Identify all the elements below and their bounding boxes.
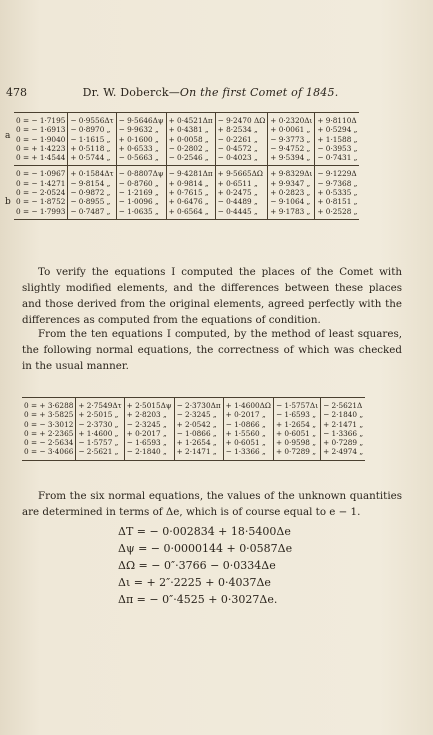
table-row	[22, 429, 365, 438]
table-cell: − 0·8807Δψ	[116, 166, 166, 179]
table-cell: − 9·5646Δψ	[116, 113, 166, 126]
table-cell: − 1·5757 „	[76, 438, 124, 447]
table-cell: − 0·4489 „	[215, 197, 268, 206]
table-row	[22, 438, 365, 447]
table-cell: + 1·1588 „	[315, 135, 360, 144]
table-cell: − 1·3366 „	[321, 429, 366, 438]
table-cell: − 0·7431 „	[315, 153, 360, 166]
solution-line: Δι = + 2″·2225 + 0·4037Δe	[118, 576, 271, 589]
table-cell: 0 = + 3·6288	[22, 398, 76, 411]
table-cell: − 9·9632 „	[116, 125, 166, 134]
table-cell: + 0·2017 „	[223, 410, 273, 419]
table-cell: + 2·0542 „	[174, 420, 223, 429]
table-cell: − 0·3953 „	[315, 144, 360, 153]
table-row	[14, 179, 359, 188]
table-cell: + 1·4600ΔΩ	[223, 398, 273, 411]
normal-equations-table	[22, 397, 365, 461]
table-cell: + 0·7289 „	[273, 447, 320, 460]
table-cell: + 1·4600 „	[76, 429, 124, 438]
table-row	[14, 197, 359, 206]
table-cell: + 0·5744 „	[68, 153, 116, 166]
solution-line: ΔΩ = − 0″·3766 − 0·0334Δe	[118, 559, 276, 572]
table-cell: − 1·2169 „	[116, 188, 166, 197]
page-header	[6, 86, 415, 100]
table-cell: 0 = − 1·0967	[14, 166, 68, 179]
table-cell: 0 = − 1·7993	[14, 207, 68, 220]
table-cell: − 9·1064 „	[268, 197, 315, 206]
table-cell: + 0·0058 „	[166, 135, 215, 144]
table-cell: + 9·8329Δι	[268, 166, 315, 179]
table-cell: − 2·3730Δπ	[174, 398, 223, 411]
table-cell: + 2·1471 „	[174, 447, 223, 460]
table-cell: + 2·1471 „	[321, 420, 366, 429]
table-cell: + 0·7289 „	[321, 438, 366, 447]
table-cell: + 9·5394 „	[268, 153, 315, 166]
table-cell: 0 = − 1·7195	[14, 113, 68, 126]
table-cell: + 0·4381 „	[166, 125, 215, 134]
table-cell: − 2·5621 „	[76, 447, 124, 460]
table-cell: + 0·6511 „	[215, 179, 268, 188]
table-cell: + 0·0061 „	[268, 125, 315, 134]
table-cell: + 0·5294 „	[315, 125, 360, 134]
table-cell: + 9·8110Δ	[315, 113, 360, 126]
table-cell: 0 = − 1·8752	[16, 197, 66, 207]
table-cell: − 9·7368 „	[315, 179, 360, 188]
table-cell: 0 = + 1·4544	[14, 153, 68, 166]
solution-equations	[118, 523, 292, 608]
table-cell: + 1·5560 „	[223, 429, 273, 438]
table-cell: + 0·2320Δι	[268, 113, 315, 126]
table-cell: − 9·8154 „	[68, 179, 116, 188]
table-cell: − 9·3773 „	[268, 135, 315, 144]
table-cell: + 9·5665ΔΩ	[215, 166, 268, 179]
solution-line: ΔT = − 0·002834 + 18·5400Δe	[118, 525, 291, 538]
table-cell: − 1·0096 „	[116, 197, 166, 206]
page-number: 478	[6, 86, 27, 99]
table-cell: + 0·1584Δτ	[68, 166, 116, 179]
table-row	[22, 410, 365, 419]
table-cell: 0 = + 3·5825	[24, 410, 74, 420]
table-cell: + 1·2654 „	[174, 438, 223, 447]
table-cell: + 2·8203 „	[124, 410, 174, 419]
table-cell: + 2·4974 „	[321, 447, 366, 460]
table-cell: − 1·0866 „	[174, 429, 223, 438]
table-cell: − 9·2470 ΔΩ	[215, 113, 268, 126]
table-cell: + 0·9814 „	[166, 179, 215, 188]
table-cell: 0 = − 1·6913	[16, 125, 66, 135]
table-cell: − 0·4572 „	[215, 144, 268, 153]
table-cell: − 0·2802 „	[166, 144, 215, 153]
equations-of-condition-table	[14, 112, 359, 220]
table-row	[14, 207, 359, 220]
solution-line: Δπ = − 0″·4525 + 0·3027Δe.	[118, 593, 278, 606]
table-row	[14, 188, 359, 197]
table-cell: + 1·2654 „	[273, 420, 320, 429]
table-cell: + 0·6476 „	[166, 197, 215, 206]
table-cell: − 1·1615 „	[68, 135, 116, 144]
group-label-a: a	[5, 131, 11, 141]
table-cell: − 2·3245 „	[124, 420, 174, 429]
table-row	[22, 398, 365, 411]
table-cell: + 2·7549Δτ	[76, 398, 124, 411]
table-cell: + 0·4521Δπ	[166, 113, 215, 126]
table-cell: − 0·4445 „	[215, 207, 268, 220]
table-cell: − 1·5757Δι	[273, 398, 320, 411]
table-cell: 0 = − 2·5634	[24, 438, 74, 448]
table-cell: + 0·2017 „	[124, 429, 174, 438]
table-cell: + 0·6564 „	[166, 207, 215, 220]
table-cell: 0 = − 3·3012	[24, 419, 74, 429]
table-cell: − 9·4752 „	[268, 144, 315, 153]
solution-line: Δψ = − 0·0000144 + 0·0587Δe	[118, 542, 293, 555]
table-cell: − 0·4023 „	[215, 153, 268, 166]
group-label-b: b	[5, 197, 11, 207]
table-cell: + 0·6051 „	[223, 438, 273, 447]
table-cell: − 0·8970 „	[68, 125, 116, 134]
table-cell: + 0·2528 „	[315, 207, 360, 220]
table-cell: − 0·9872 „	[68, 188, 116, 197]
table-row	[14, 144, 359, 153]
table-cell: + 0·5118 „	[68, 144, 116, 153]
table-cell: − 0·8955 „	[68, 197, 116, 206]
table-cell: + 0·2823 „	[268, 188, 315, 197]
table-cell: − 1·6593 „	[124, 438, 174, 447]
paragraph-least-squares: From the ten equations I computed, by the method of least squares, the following normal equations, the correctness of which was checked in the usual manner.	[22, 328, 402, 372]
table-cell: 0 = − 1·4271	[16, 178, 66, 188]
table-cell: − 0·8760 „	[116, 179, 166, 188]
table-cell: + 0·6533 „	[116, 144, 166, 153]
table-cell: − 2·1840 „	[124, 447, 174, 460]
table-cell: + 9·1783 „	[268, 207, 315, 220]
table-cell: + 8·2534 „	[215, 125, 268, 134]
paragraph-verify: To verify the equations I computed the places of the Comet with slightly modified elements, and the differences between these places and those derived from the original elements, agreed perfectly with the differences as computed from the equations of condition.	[22, 266, 402, 326]
table-cell: 0 = − 2·0524	[16, 188, 66, 198]
table-cell: + 0·5335 „	[315, 188, 360, 197]
table-cell: + 0·6051 „	[273, 429, 320, 438]
table-cell: + 2·5015 „	[76, 410, 124, 419]
running-head	[6, 86, 415, 99]
table-cell: + 0·7615 „	[166, 188, 215, 197]
table-cell: + 0·9598 „	[273, 438, 320, 447]
table-cell: + 0·1600 „	[116, 135, 166, 144]
table-cell: + 9·9347 „	[268, 179, 315, 188]
table-cell: − 2·5621Δ	[321, 398, 366, 411]
author: Dr. W. Doberck	[82, 86, 169, 99]
table-cell: + 0·2475 „	[215, 188, 268, 197]
table-row	[14, 153, 359, 166]
table-cell: + 0·8151 „	[315, 197, 360, 206]
table-cell: 0 = − 3·4066	[22, 447, 76, 460]
table-cell: 0 = − 1·9040	[16, 134, 66, 144]
table-row	[14, 135, 359, 144]
table-row	[14, 113, 359, 126]
table-cell: − 2·3730 „	[76, 420, 124, 429]
table-cell: − 2·1840 „	[321, 410, 366, 419]
table-cell: 0 = + 1·4223	[16, 143, 66, 153]
table-row	[22, 447, 365, 460]
table-row	[14, 166, 359, 179]
table-cell: − 9·1229Δ	[315, 166, 360, 179]
table-cell: − 0·7487 „	[68, 207, 116, 220]
table-cell: − 1·0635 „	[116, 207, 166, 220]
table-cell: − 1·6593 „	[273, 410, 320, 419]
table-cell: 0 = + 2·2365	[24, 428, 74, 438]
table-cell: + 2·5015Δψ	[124, 398, 174, 411]
table-cell: − 2·3245 „	[174, 410, 223, 419]
running-title: —On the first Comet of 1845.	[168, 86, 339, 99]
table-row	[22, 420, 365, 429]
table-cell: − 0·9556Δτ	[68, 113, 116, 126]
table-row	[14, 125, 359, 134]
table-cell: − 0·2546 „	[166, 153, 215, 166]
table-cell: − 9·4281Δπ	[166, 166, 215, 179]
table-cell: − 1·3366 „	[223, 447, 273, 460]
table-cell: − 0·2261 „	[215, 135, 268, 144]
table-cell: − 0·5663 „	[116, 153, 166, 166]
paragraph-unknowns: From the six normal equations, the values of the unknown quantities are determined in terms of Δe, which is of course equal to e − 1.	[22, 490, 402, 518]
table-cell: − 1·0866 „	[223, 420, 273, 429]
